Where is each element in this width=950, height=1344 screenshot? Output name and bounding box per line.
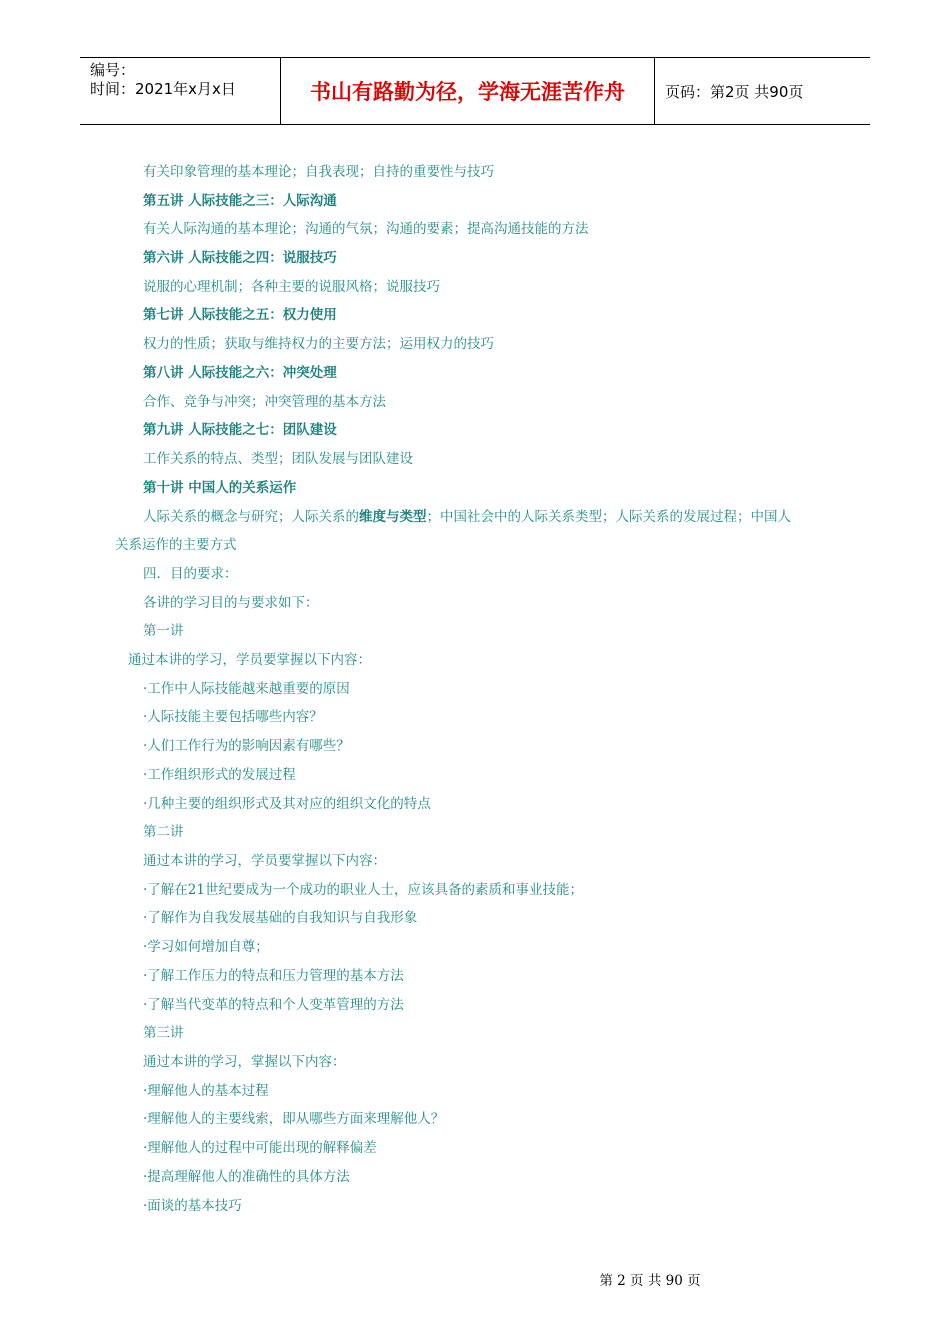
page-footer [0,1269,950,1289]
list-item: ·几种主要的组织形式及其对应的组织文化的特点 [143,796,431,812]
body-line: 说服的心理机制；各种主要的说服风格；说服技巧 [143,279,440,295]
list-item: ·理解他人的主要线索，即从哪些方面来理解他人？ [143,1111,445,1127]
header-motto: 书山有路勤为径，学海无涯苦作舟 [281,58,655,124]
list-item: ·了解作为自我发展基础的自我知识与自我形象 [143,910,418,926]
body-line: 合作、竞争与冲突；冲突管理的基本方法 [143,394,386,410]
lecture-heading: 第五讲 人际技能之三：人际沟通 [143,193,337,209]
header-meta [80,58,281,124]
body-line: 通过本讲的学习，学员要掌握以下内容： [128,652,371,668]
list-item: ·理解他人的基本过程 [143,1083,269,1099]
list-item: ·工作组织形式的发展过程 [143,767,296,783]
page-header [80,57,870,125]
body-line: 工作关系的特点、类型；团队发展与团队建设 [143,451,413,467]
lecture-label: 第二讲 [143,824,184,840]
time-label: 时间：2021年x月x日 [90,80,236,98]
list-item: ·面谈的基本技巧 [143,1198,242,1214]
lecture-label: 第三讲 [143,1025,184,1041]
list-item: ·理解他人的过程中可能出现的解释偏差 [143,1140,377,1156]
lecture-heading: 第九讲 人际技能之七：团队建设 [143,422,337,438]
list-item: ·提高理解他人的准确性的具体方法 [143,1169,350,1185]
body-line: 各讲的学习目的与要求如下： [143,595,319,611]
body-line: 有关人际沟通的基本理论；沟通的气氛；沟通的要素；提高沟通技能的方法 [143,221,589,237]
list-item: ·了解在21世纪要成为一个成功的职业人士，应该具备的素质和事业技能； [143,882,583,898]
section-heading: 四．目的要求： [143,566,238,582]
list-item: ·了解工作压力的特点和压力管理的基本方法 [143,968,404,984]
body-text-bold: 维度与类型 [359,509,427,525]
lecture-heading: 第八讲 人际技能之六：冲突处理 [143,365,337,381]
list-item: ·工作中人际技能越来越重要的原因 [143,681,350,697]
lecture-heading: 第十讲 中国人的关系运作 [143,480,297,496]
body-line: 权力的性质；获取与维持权力的主要方法；运用权力的技巧 [143,336,494,352]
body-line: 通过本讲的学习，掌握以下内容： [143,1054,346,1070]
lecture-heading: 第七讲 人际技能之五：权力使用 [143,307,337,323]
lecture-label: 第一讲 [143,623,184,639]
list-item: ·学习如何增加自尊； [143,939,269,955]
list-item: ·了解当代变革的特点和个人变革管理的方法 [143,997,404,1013]
body-line: 通过本讲的学习，学员要掌握以下内容： [143,853,386,869]
body-line [143,508,791,526]
header-page-label: 页码：第2页 共90页 [665,82,804,101]
list-item: ·人们工作行为的影响因素有哪些？ [143,738,350,754]
lecture-heading: 第六讲 人际技能之四：说服技巧 [143,250,337,266]
list-item: ·人际技能主要包括哪些内容？ [143,709,323,725]
body-line: 关系运作的主要方式 [115,537,237,553]
body-text: ；中国社会中的人际关系类型；人际关系的发展过程；中国人 [426,509,791,525]
body-line: 有关印象管理的基本理论；自我表现；自持的重要性与技巧 [143,164,494,180]
footer-page-number: 第 2 页 共 90 页 [599,1273,701,1289]
body-text: 人际关系的概念与研究；人际关系的 [143,509,359,525]
number-label: 编号： [90,61,136,79]
